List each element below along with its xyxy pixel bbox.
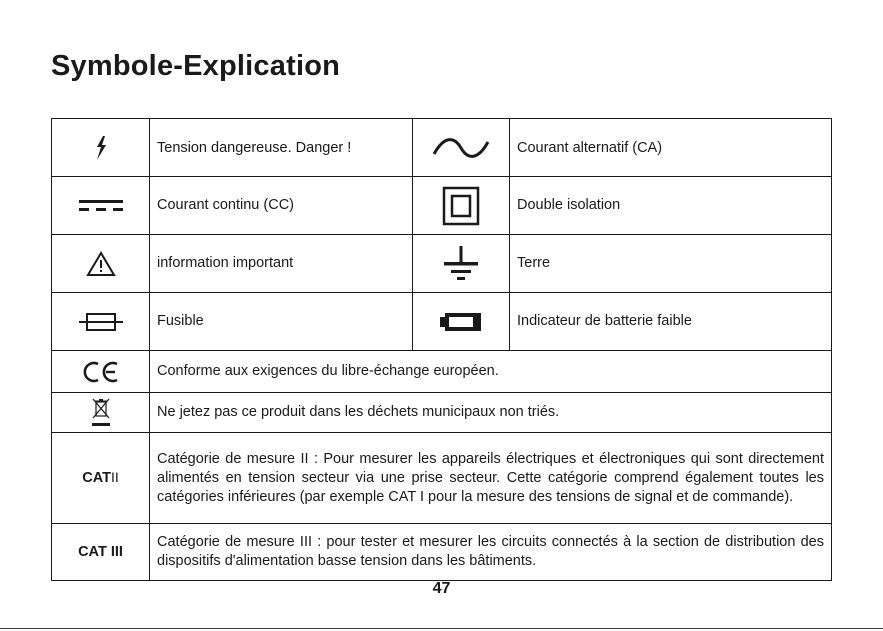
table-row	[52, 433, 832, 524]
table-row	[52, 393, 832, 433]
symbol-cell	[413, 119, 510, 177]
table-row	[52, 293, 832, 351]
symbol-table	[51, 118, 832, 581]
crossed-bin-icon	[89, 397, 113, 429]
ce-mark-icon	[81, 360, 121, 384]
cat-label-main: CAT	[82, 470, 111, 486]
symbol-description: Conforme aux exigences du libre-échange européen.	[150, 351, 832, 393]
symbol-description: Terre	[510, 235, 832, 293]
warning-triangle-icon	[86, 251, 116, 277]
symbol-description: Tension dangereuse. Danger !	[150, 119, 413, 177]
cat-ii-label	[52, 433, 150, 524]
page-number: 47	[432, 580, 451, 597]
symbol-cell	[413, 177, 510, 235]
symbol-description: information important	[150, 235, 413, 293]
symbol-cell	[52, 119, 150, 177]
symbol-description: Catégorie de mesure III : pour tester et mesurer les circuits connectés à la section de distribution des dispositifs d'alimentation basse tension dans les bâtiments.	[150, 524, 832, 581]
symbol-cell	[52, 293, 150, 351]
symbol-description: Indicateur de batterie faible	[510, 293, 832, 351]
cat-label-number: II	[110, 469, 119, 485]
footer-divider	[0, 628, 883, 629]
symbol-cell	[52, 393, 150, 433]
table-row	[52, 119, 832, 177]
fuse-icon	[78, 311, 124, 333]
dc-current-icon	[78, 198, 124, 214]
symbol-description: Ne jetez pas ce produit dans les déchets municipaux non triés.	[150, 393, 832, 433]
table-row	[52, 351, 832, 393]
symbol-cell	[52, 177, 150, 235]
symbol-description: Catégorie de mesure II : Pour mesurer les appareils électriques et électroniques qui sont directement alimentés en tension secteur via une prise secteur. Cette catégorie comprend également toutes les catégories inférieures (par exemple CAT I pour la mesure des tensions de signal et de commande).	[150, 433, 832, 524]
table-row	[52, 235, 832, 293]
symbol-cell	[52, 351, 150, 393]
symbol-description: Fusible	[150, 293, 413, 351]
table-row	[52, 177, 832, 235]
cat-iii-label: CAT III	[52, 524, 150, 581]
symbol-cell	[52, 235, 150, 293]
symbol-cell	[413, 293, 510, 351]
double-insulation-icon	[442, 186, 480, 226]
symbol-description: Courant alternatif (CA)	[510, 119, 832, 177]
low-battery-icon	[439, 311, 483, 333]
symbol-description: Double isolation	[510, 177, 832, 235]
ground-icon	[441, 245, 481, 283]
symbol-cell	[413, 235, 510, 293]
page-title: Symbole-Explication	[51, 50, 341, 82]
symbol-description: Courant continu (CC)	[150, 177, 413, 235]
lightning-icon	[94, 135, 108, 161]
table-row	[52, 524, 832, 581]
ac-wave-icon	[432, 136, 490, 160]
